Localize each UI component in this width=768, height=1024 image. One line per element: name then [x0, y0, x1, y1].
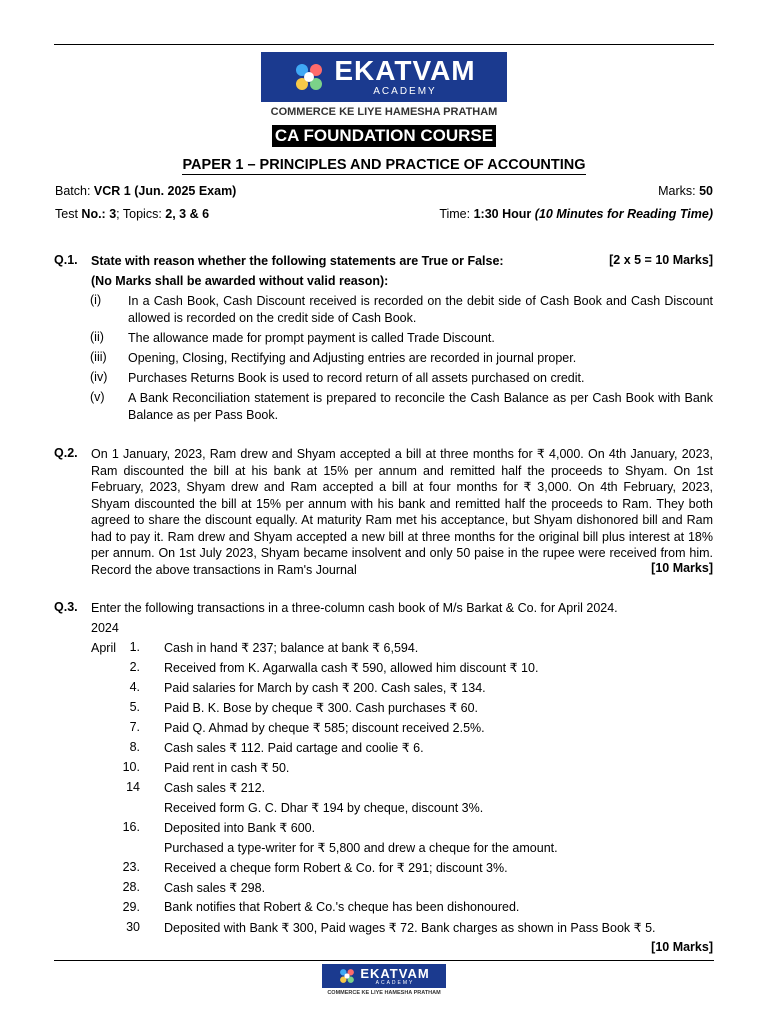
q1-note: (No Marks shall be awarded without valid reason): [91, 274, 389, 288]
q3-text: Enter the following transactions in a three-column cash book of M/s Barkat & Co. for April 2024. [91, 601, 618, 615]
transaction-day: 14 [126, 780, 140, 794]
batch-label: Batch: [55, 184, 91, 198]
q2-number: Q.2. [54, 446, 78, 460]
header-logo-word: EKATVAM [334, 55, 476, 86]
transaction-day: 2. [129, 660, 140, 674]
transaction-text: Received from K. Agarwalla cash ₹ 590, allowed him discount ₹ 10. [164, 661, 539, 675]
transaction-text: Cash sales ₹ 212. [164, 781, 266, 795]
topics-value: 2, 3 & 6 [165, 207, 210, 221]
header-logo-sub: ACADEMY [373, 86, 437, 97]
transaction-text: Bank notifies that Robert & Co.'s cheque has been dishonoured. [164, 900, 520, 914]
transaction-text: Paid B. K. Bose by cheque ₹ 300. Cash purchases ₹ 60. [164, 701, 479, 715]
q2-marks: [10 Marks] [651, 561, 713, 575]
q1-item-num: (iii) [90, 350, 107, 364]
transaction-text: Paid salaries for March by cash ₹ 200. Cash sales, ₹ 134. [164, 681, 486, 695]
transaction-text: Cash sales ₹ 112. Paid cartage and coolie ₹ 6. [164, 741, 424, 755]
transaction-day: 10. [122, 760, 140, 774]
transaction-day: 5. [129, 700, 140, 714]
header-logo [261, 52, 507, 102]
time-line [439, 207, 713, 221]
transaction-day: 7. [129, 720, 140, 734]
transaction-text: Received a cheque form Robert & Co. for ₹ 291; discount 3%. [164, 861, 508, 875]
transaction-text: Paid rent in cash ₹ 50. [164, 761, 290, 775]
footer-logo-sub: ACADEMY [375, 979, 415, 986]
transaction-text: Purchased a type-writer for ₹ 5,800 and drew a cheque for the amount. [164, 841, 558, 855]
transaction-day: 23. [122, 860, 140, 874]
paper-title [0, 157, 768, 173]
transaction-text: Deposited with Bank ₹ 300, Paid wages ₹ 72. Bank charges as shown in Pass Book ₹ 5. [164, 921, 656, 935]
q3-marks: [10 Marks] [651, 940, 713, 954]
q1-marks: [2 x 5 = 10 Marks] [609, 253, 713, 267]
transaction-day: 16. [122, 820, 140, 834]
time-value: 1:30 Hour [473, 207, 532, 221]
transaction-day: 8. [129, 740, 140, 754]
transaction-text: Paid Q. Ahmad by cheque ₹ 585; discount received 2.5%. [164, 721, 485, 735]
footer-logo [322, 964, 446, 988]
transaction-day: 28. [122, 880, 140, 894]
transaction-text: Received form G. C. Dhar ₹ 194 by cheque, discount 3%. [164, 801, 484, 815]
q1-item-num: (i) [90, 293, 102, 307]
test-line [55, 207, 209, 221]
q3-year: 2024 [91, 621, 119, 635]
top-rule [54, 44, 714, 45]
q2-text: On 1 January, 2023, Ram drew and Shyam accepted a bill at three months for ₹ 4,000. On 4th January, 2023, Ram discounted the bill at his bank at 15% per annum and remitted half the proceeds to Shyam. On 1st February, 2023, Shyam drew and Ram accepted a bill at four months for ₹ 3,000. On 4th February, 2023, Shyam discounted the bill at 15% per annum with his bank and remitted half the proceeds to Ram. They both agreed to share the discount equally. At maturity Ram met his acceptance, but Shyam dishonored bill and Ram had to pay it. Ram drew and Shyam accepted a new bill at three months for the original bill plus interest at 18% per annum. On 1st July 2023, Shyam became insolvent and only 50 paise in the rupee were received from him. Record the above transactions in Ram's Journal [91, 447, 713, 577]
q1-item-num: (v) [90, 390, 105, 404]
bottom-rule [54, 960, 714, 961]
marks-line [658, 184, 713, 198]
batch-line [55, 184, 236, 198]
q1-item-text: Opening, Closing, Rectifying and Adjusting entries are recorded in journal proper. [128, 351, 577, 365]
marks-value: 50 [699, 184, 713, 198]
people-logo-icon [292, 60, 326, 94]
course-title: CA FOUNDATION COURSE [272, 125, 496, 147]
transaction-day: 29. [122, 900, 140, 914]
test-no-label: No.: [81, 207, 106, 221]
test-no-value: 3 [109, 207, 117, 221]
people-logo-icon [338, 967, 356, 985]
q1-number: Q.1. [54, 253, 78, 267]
q1-item-num: (ii) [90, 330, 104, 344]
q3-number: Q.3. [54, 600, 78, 614]
test-label: Test [55, 207, 78, 221]
footer-tagline: COMMERCE KE LIYE HAMESHA PRATHAM [327, 990, 441, 996]
q1-item-text: Purchases Returns Book is used to record return of all assets purchased on credit. [128, 371, 585, 385]
batch-value: VCR 1 (Jun. 2025 Exam) [93, 184, 237, 198]
transaction-text: Cash sales ₹ 298. [164, 881, 266, 895]
q1-item-num: (iv) [90, 370, 108, 384]
q3-month: April [91, 641, 117, 655]
transaction-day: 1. [129, 640, 140, 654]
q1-text: State with reason whether the following statements are True or False: [91, 254, 504, 268]
reading-time: (10 Minutes for Reading Time) [534, 207, 713, 221]
transaction-day: 4. [129, 680, 140, 694]
time-label: Time: [439, 207, 471, 221]
paper-title-text: PAPER 1 – PRINCIPLES AND PRACTICE OF ACCOUNTING [182, 157, 586, 173]
transaction-text: Deposited into Bank ₹ 600. [164, 821, 316, 835]
q1-item-text: The allowance made for prompt payment is called Trade Discount. [128, 331, 495, 345]
q1-item-text: A Bank Reconciliation statement is prepared to reconcile the Cash Balance as per Cash Book with Bank Balance as per Pass Book. [128, 391, 713, 422]
transaction-text: Cash in hand ₹ 237; balance at bank ₹ 6,594. [164, 641, 419, 655]
footer-logo-word: EKATVAM [360, 965, 430, 981]
transaction-day: 30 [126, 920, 140, 934]
q1-item-text: In a Cash Book, Cash Discount received is recorded on the debit side of Cash Book and Cash Discount allowed is recorded on the credit side of Cash Book. [128, 294, 713, 325]
topics-label: ; Topics: [116, 207, 162, 221]
header-tagline: COMMERCE KE LIYE HAMESHA PRATHAM [270, 106, 498, 118]
marks-label: Marks: [658, 184, 696, 198]
